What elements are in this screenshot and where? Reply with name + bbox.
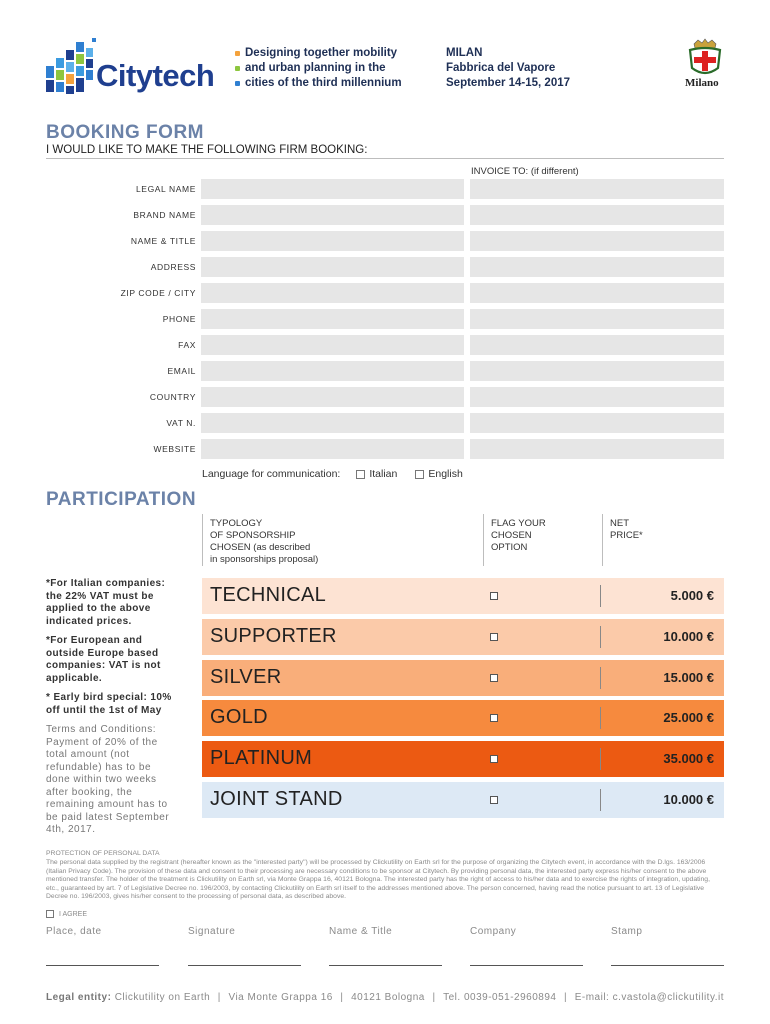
invoice-phone-field[interactable] [470,309,724,329]
tier-row-supporter [202,619,724,655]
place-date-label: Place, date [46,926,102,937]
column-divider [202,514,203,566]
price-divider [600,667,601,689]
footer-separator: | [432,992,436,1003]
agree-label: I AGREE [59,910,88,918]
invoice-fax-field[interactable] [470,335,724,355]
stamp-label: Stamp [611,926,643,937]
booking-form-subtitle: I WOULD LIKE TO MAKE THE FOLLOWING FIRM BOOKING: [46,144,368,156]
tier-price: 25.000 € [663,710,714,725]
country-field[interactable] [201,387,464,407]
footer-address: Via Monte Grappa 16 [228,992,333,1003]
header-line: TYPOLOGY [210,518,263,529]
form-row-zip-city [46,283,724,303]
tier-price: 10.000 € [663,629,714,644]
tier-name: GOLD [210,706,268,728]
field-label: VAT N. [166,418,196,428]
company-label: Company [470,926,517,937]
event-info [446,46,570,91]
invoice-name-title-field[interactable] [470,231,724,251]
form-row-vat [46,413,724,433]
field-label: EMAIL [167,366,196,376]
legal-name-field[interactable] [201,179,464,199]
language-label: Language for communication: [202,468,341,480]
price-divider [600,789,601,811]
invoice-zip-city-field[interactable] [470,283,724,303]
event-venue: Fabbrica del Vapore [446,62,556,74]
event-dates: September 14-15, 2017 [446,77,571,89]
participation-title: PARTICIPATION [46,489,197,510]
invoice-address-field[interactable] [470,257,724,277]
name-title-field[interactable] [201,231,464,251]
italian-option-label: Italian [369,468,398,480]
tagline-line: cities of the third millennium [245,77,402,89]
terms-conditions: Terms and Conditions: Payment of 20% of the total amount (not refundable) has to be done within two weeks after booking, the remaining amount has to be paid latest September 4th, 2017. [46,724,170,835]
address-field[interactable] [201,257,464,277]
technical-checkbox[interactable] [490,592,498,600]
place-date-line[interactable] [46,965,159,966]
tagline-bullet-icon [235,81,240,86]
flag-column-header [491,518,546,554]
footer-phone: Tel. 0039-051-2960894 [443,992,557,1003]
divider [46,158,724,159]
footer-separator: | [340,992,344,1003]
header-line: CHOSEN (as described [210,542,311,553]
name-title-label: Name & Title [329,926,393,937]
invoice-country-field[interactable] [470,387,724,407]
invoice-brand-name-field[interactable] [470,205,724,225]
header-line: in sponsorships proposal) [210,554,319,565]
header-line: FLAG YOUR [491,518,546,529]
tagline-line: and urban planning in the [245,62,386,74]
field-label: LEGAL NAME [135,184,196,194]
tier-name: SUPPORTER [210,625,337,647]
zip-city-field[interactable] [201,283,464,303]
tier-price: 10.000 € [663,792,714,807]
participation-notes [46,578,172,844]
tier-row-joint-stand [202,782,724,818]
form-row-country [46,387,724,407]
tier-price: 35.000 € [663,751,714,766]
field-label: NAME & TITLE [130,236,196,246]
tier-name: TECHNICAL [210,584,327,606]
company-line[interactable] [470,965,583,966]
field-label: WEBSITE [153,444,196,454]
tier-row-technical [202,578,724,614]
price-column-header [610,518,643,542]
tagline-bullet-icon [235,66,240,71]
field-label: PHONE [162,314,196,324]
invoice-website-field[interactable] [470,439,724,459]
footer-separator: | [217,992,221,1003]
fax-field[interactable] [201,335,464,355]
early-bird-note: * Early bird special: 10% off until the 1st of May [46,692,172,716]
footer-city: 40121 Bologna [351,992,425,1003]
header-line: OF SPONSORSHIP [210,530,296,541]
tier-name: JOINT STAND [210,788,343,810]
booking-form-title: BOOKING FORM [46,122,204,143]
italian-vat-note: *For Italian companies: the 22% VAT must be applied to the above indicated prices. [46,578,166,627]
form-row-address [46,257,724,277]
invoice-vat-field[interactable] [470,413,724,433]
privacy-section [46,850,724,901]
signature-label: Signature [188,926,236,937]
tier-name: SILVER [210,666,282,688]
platinum-checkbox[interactable] [490,755,498,763]
field-label: FAX [178,340,196,350]
price-divider [600,585,601,607]
phone-field[interactable] [201,309,464,329]
header-line: PRICE* [610,530,643,541]
tier-name: PLATINUM [210,747,313,769]
language-selector [202,468,463,480]
footer-separator: | [564,992,568,1003]
vat-field[interactable] [201,413,464,433]
supporter-checkbox[interactable] [490,633,498,641]
typology-column-header [210,518,318,566]
footer-legal [46,992,210,1003]
tier-row-gold [202,700,724,736]
english-option-label: English [428,468,463,480]
footer [46,992,724,1003]
price-divider [600,626,601,648]
logo-wordmark: Citytech [96,58,215,93]
email-field[interactable] [201,361,464,381]
tagline-bullet-icon [235,51,240,56]
field-label: BRAND NAME [133,210,196,220]
privacy-text: The personal data supplied by the registrant (hereafter known as the "interested party") will be processed by Clickutility on Earth srl for the purpose of organizing the Citytech event, in accordance with the D.lgs. 163/2006 (Italian Privacy Code). The provision of these data and consent to their processing are necessary conditions to be sponsor at Citytech. By providing personal data, the interested party express his/her consent to the above mentioned transfer. The holder of the treatment is Clickutility on Earth srl, via Monte Grappa 16, 40121 Bologna. The interested party has the right of access to his/her data and to exercise the rights of integration, updating, etc., guaranteed by art. 7 of Legislative Decree no. 196/2003, by contacting Clickutility on Earth srl itself to the addresses mentioned above. The person concerned, having read the notice pursuant to art. 13 of Legislative Decree no. 196/2003, gives his/her consent to the processing of personal data, as described above. [46,859,710,901]
form-row-brand-name [46,205,724,225]
gold-checkbox[interactable] [490,714,498,722]
agree-checkbox[interactable] [46,910,54,918]
silver-checkbox[interactable] [490,674,498,682]
event-city: MILAN [446,47,483,59]
header-line: CHOSEN [491,530,532,541]
price-divider [600,707,601,729]
form-row-legal-name [46,179,724,199]
invoice-legal-name-field[interactable] [470,179,724,199]
header-line: OPTION [491,542,528,553]
tier-row-silver [202,660,724,696]
english-checkbox[interactable] [415,470,424,479]
tagline [235,46,402,91]
tier-row-platinum [202,741,724,777]
invoice-to-label: INVOICE TO: (if different) [471,166,579,177]
tagline-line: Designing together mobility [245,47,398,59]
form-row-fax [46,335,724,355]
column-divider [602,514,603,566]
signature-line[interactable] [188,965,301,966]
tier-price: 5.000 € [670,588,714,603]
legal-entity-value: Clickutility on Earth [114,992,211,1003]
website-field[interactable] [201,439,464,459]
name-title-line[interactable] [329,965,442,966]
header-line: NET [610,518,629,529]
field-label: ADDRESS [150,262,196,272]
invoice-email-field[interactable] [470,361,724,381]
joint-stand-checkbox[interactable] [490,796,498,804]
column-divider [483,514,484,566]
price-divider [600,748,601,770]
agree-control [46,910,87,918]
footer-email[interactable]: E-mail: c.vastola@clickutility.it [574,992,724,1003]
field-label: COUNTRY [149,392,196,402]
brand-name-field[interactable] [201,205,464,225]
stamp-line[interactable] [611,965,724,966]
form-row-phone [46,309,724,329]
form-row-website [46,439,724,459]
european-vat-note: *For European and outside Europe based companies: VAT is not applicable. [46,635,161,684]
milano-label: Milano [685,77,719,89]
italian-checkbox[interactable] [356,470,365,479]
field-label: ZIP CODE / CITY [120,288,196,298]
legal-entity-label: Legal entity: [46,992,112,1003]
tier-price: 15.000 € [663,670,714,685]
form-row-email [46,361,724,381]
form-row-name-title [46,231,724,251]
privacy-title: PROTECTION OF PERSONAL DATA [46,850,160,857]
